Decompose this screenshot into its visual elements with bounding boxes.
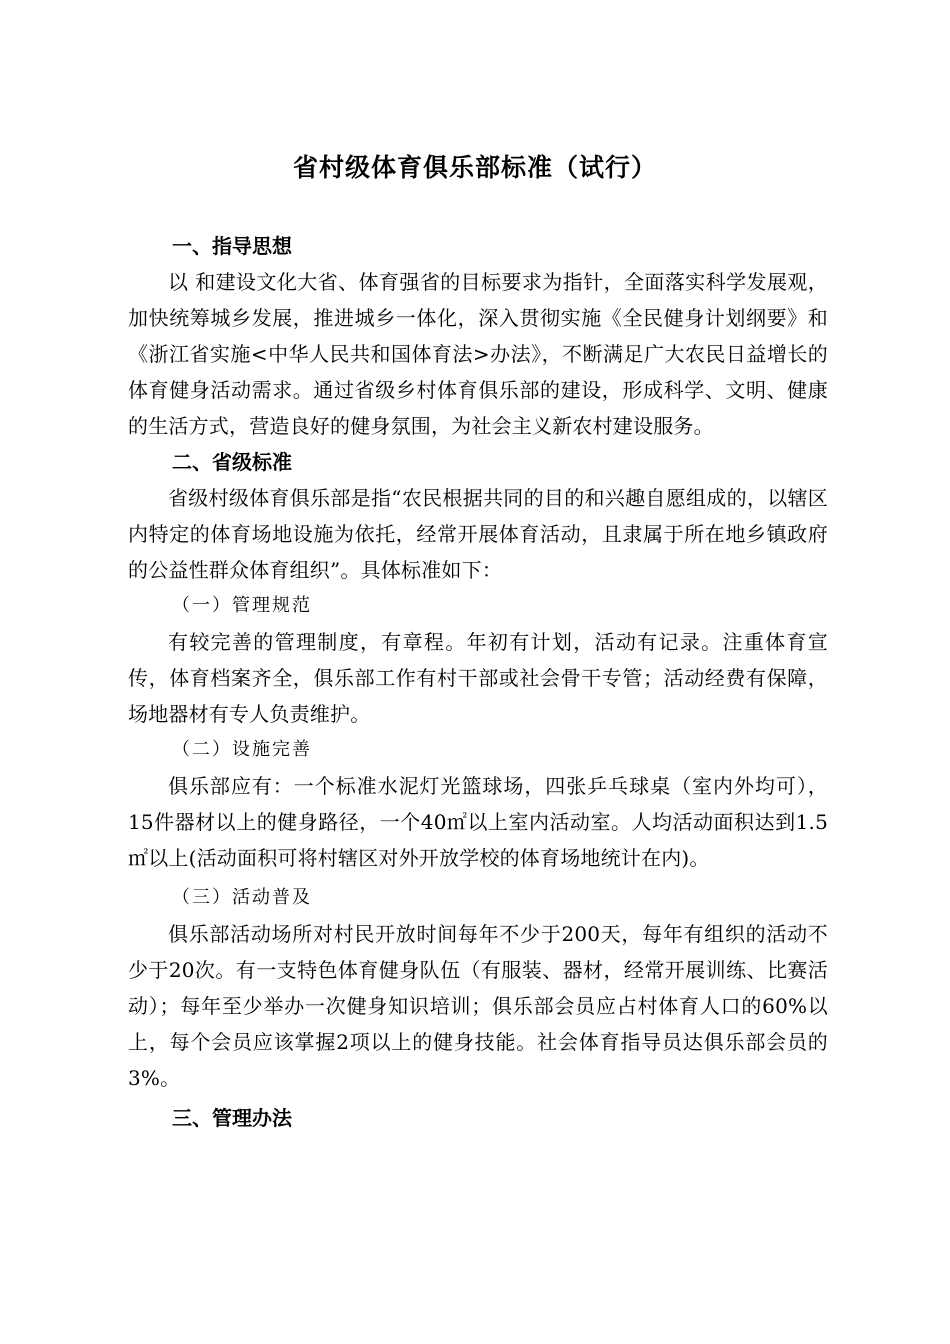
document-body: [128, 228, 828, 1136]
subsection-heading-facilities: （二）设施完善: [172, 739, 312, 760]
section-heading-guiding-ideology: 一、指导思想: [172, 234, 292, 258]
paragraph-activities: 俱乐部活动场所对村民开放时间每年不少于200天，每年有组织的活动不少于20次。有一支特色体育健身队伍（有服装、器材，经常开展训练、比赛活动）；每年至少举办一次健身知识培训；俱乐部会员应占村体育人口的60%以上，每个会员应该掌握2项以上的健身技能。社会体育指导员达俱乐部会员的3%。: [128, 922, 828, 1090]
paragraph-guiding-ideology: 以 和建设文化大省、体育强省的目标要求为指针，全面落实科学发展观，加快统筹城乡发展，推进城乡一体化，深入贯彻实施《全民健身计划纲要》和《浙江省实施<中华人民共和国体育法>办法》，不断满足广大农民日益增长的体育健身活动需求。通过省级乡村体育俱乐部的建设，形成科学、文明、健康的生活方式，营造良好的健身氛围，为社会主义新农村建设服务。: [128, 270, 828, 438]
paragraph-facilities: 俱乐部应有：一个标准水泥灯光篮球场，四张乒乓球桌（室内外均可），15件器材以上的健身路径，一个40㎡以上室内活动室。人均活动面积达到1.5㎡以上(活动面积可将村辖区对外开放学校的体育场地统计在内)。: [128, 774, 828, 870]
section-heading-provincial-standard: 二、省级标准: [172, 450, 292, 474]
document-title: 省村级体育俱乐部标准（试行）: [292, 153, 657, 182]
paragraph-provincial-standard-intro: 省级村级体育俱乐部是指“农民根据共同的目的和兴趣自愿组成的，以辖区内特定的体育场地设施为依托，经常开展体育活动，且隶属于所在地乡镇政府的公益性群众体育组织”。具体标准如下：: [128, 486, 828, 582]
subsection-heading-activities: （三）活动普及: [172, 887, 312, 908]
subsection-heading-management: （一）管理规范: [172, 595, 312, 616]
section-heading-management-methods: 三、管理办法: [172, 1106, 292, 1130]
paragraph-management: 有较完善的管理制度，有章程。年初有计划，活动有记录。注重体育宣传，体育档案齐全，俱乐部工作有村干部或社会骨干专管；活动经费有保障，场地器材有专人负责维护。: [128, 630, 828, 726]
